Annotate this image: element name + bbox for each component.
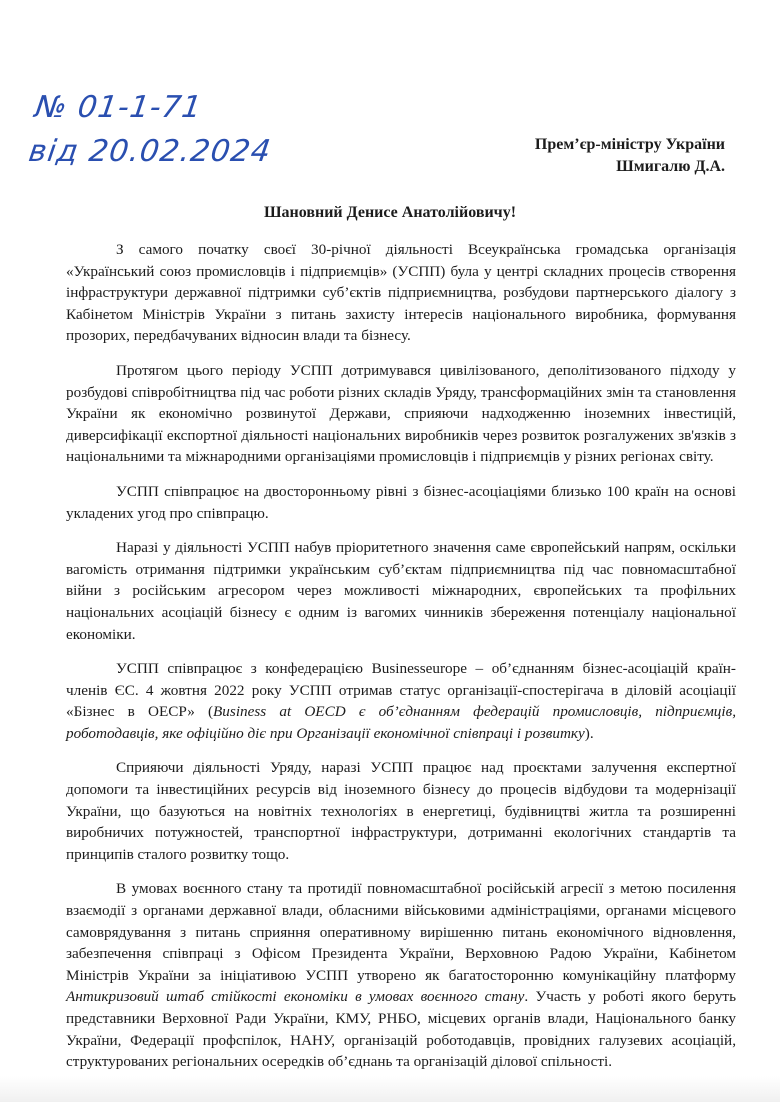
registration-date: від 20.02.2024 bbox=[26, 134, 274, 169]
salutation: Шановний Денисе Анатолійовичу! bbox=[263, 204, 517, 221]
paragraph: З самого початку своєї 30-річної діяльності Всеукраїнська громадська організація «Український союз промисловців і підприємців» (УСПП) була у центрі складних процесів створення інфраструктури державної підтримки суб’єктів підприємництва, розбудови партнерського діалогу з Кабінетом Міністрів України з питань захисту інтересів національного виробника, формування прозорих, передбачуваних відносин влади та бізнесу. bbox=[66, 241, 736, 345]
paragraph: В умовах воєнного стану та протидії повномасштабної російській агресії з метою посилення взаємодії з органами державної влади, обласними військовими адміністраціями, органами місцевого самоврядування з питань сприяння оперативному вирішенню питань економічного відновлення, забезпечення співпраці з Офісом Президента України, Верховною Радою України, Кабінетом Міністрів України за ініціативою УСПП утворено як багатосторонню комунікаційну платформу Антикризовий штаб стійкості економіки в умовах воєнного стану. Участь у роботі якого беруть представники Верховної Ради України, КМУ, РНБО, місцевих органів влади, Національного банку України, Федерації профспілок, НАНУ, організацій роботодавців, провідних галузевих асоціацій, структурованих регіональних осередків об’єднань та організацій ділової спільності. bbox=[66, 880, 736, 1071]
registration-number: № 01-1-71 bbox=[32, 90, 205, 125]
page-bottom-edge bbox=[0, 1076, 780, 1102]
italic-note: Business at OECD є об’єднанням федерацій промисловців, підприємців, роботодавців, яке офіційно діє при Організації економічної співпраці і розвитку bbox=[66, 703, 736, 742]
registration-stamp bbox=[26, 86, 280, 174]
italic-platform-name: Антикризовий штаб стійкості економіки в умовах воєнного стану bbox=[66, 988, 525, 1006]
paragraph: Протягом цього періоду УСПП дотримувався цивілізованого, деполітизованого підходу у розбудові співробітництва під час роботи різних складів Уряду, трансформаційних змін та становлення України як економічно розвинутої Держави, сприяючи надходженню іноземних інвестицій, диверсифікації експортної діяльності національних виробників через розвиток розгалужених зв'язків з національними та міжнародними організаціями промисловців і підприємців у різних регіонах світу. bbox=[66, 361, 736, 466]
letter-body bbox=[66, 239, 736, 1086]
paragraph: Сприяючи діяльності Уряду, наразі УСПП працює над проєктами залучення експертної допомоги та інвестиційних ресурсів від іноземного бізнесу до процесів відбудови та модернізації України, що базуються на новітніх технологіях в енергетиці, будівництві житла та розширенні виробничих потужностей, транспортної інфраструктури, дотриманні екологічних стандартів та принципів сталого розвитку тощо. bbox=[66, 759, 736, 863]
paragraph: УСПП співпрацює на двосторонньому рівні з бізнес-асоціаціями близько 100 країн на основі укладених угод про співпрацю. bbox=[66, 482, 736, 522]
paragraph: УСПП співпрацює з конфедерацією Businesseurope – об’єднанням бізнес-асоціацій країн-членів ЄС. 4 жовтня 2022 року УСПП отримав статус організації-спостерігача в діловій асоціації «Бізнес в ОЕСР» (Business at OECD є об’єднанням федерацій промисловців, підприємців, роботодавців, яке офіційно діє при Організації економічної співпраці і розвитку). bbox=[66, 660, 736, 742]
addressee-title: Прем’єр-міністру України bbox=[534, 136, 725, 153]
addressee-name: Шмигалю Д.А. bbox=[616, 158, 725, 175]
paragraph: Наразі у діяльності УСПП набув пріоритетного значення саме європейський напрям, оскільки вагомість отримання підтримки українським суб’єктам підприємництва під час повномасштабної війни з російським агресором через можливості міжнародних, європейських та профільних національних асоціацій бізнесу є одним із вагомих чинників збереження потенціалу національної економіки. bbox=[66, 539, 736, 643]
addressee-block bbox=[535, 134, 725, 178]
